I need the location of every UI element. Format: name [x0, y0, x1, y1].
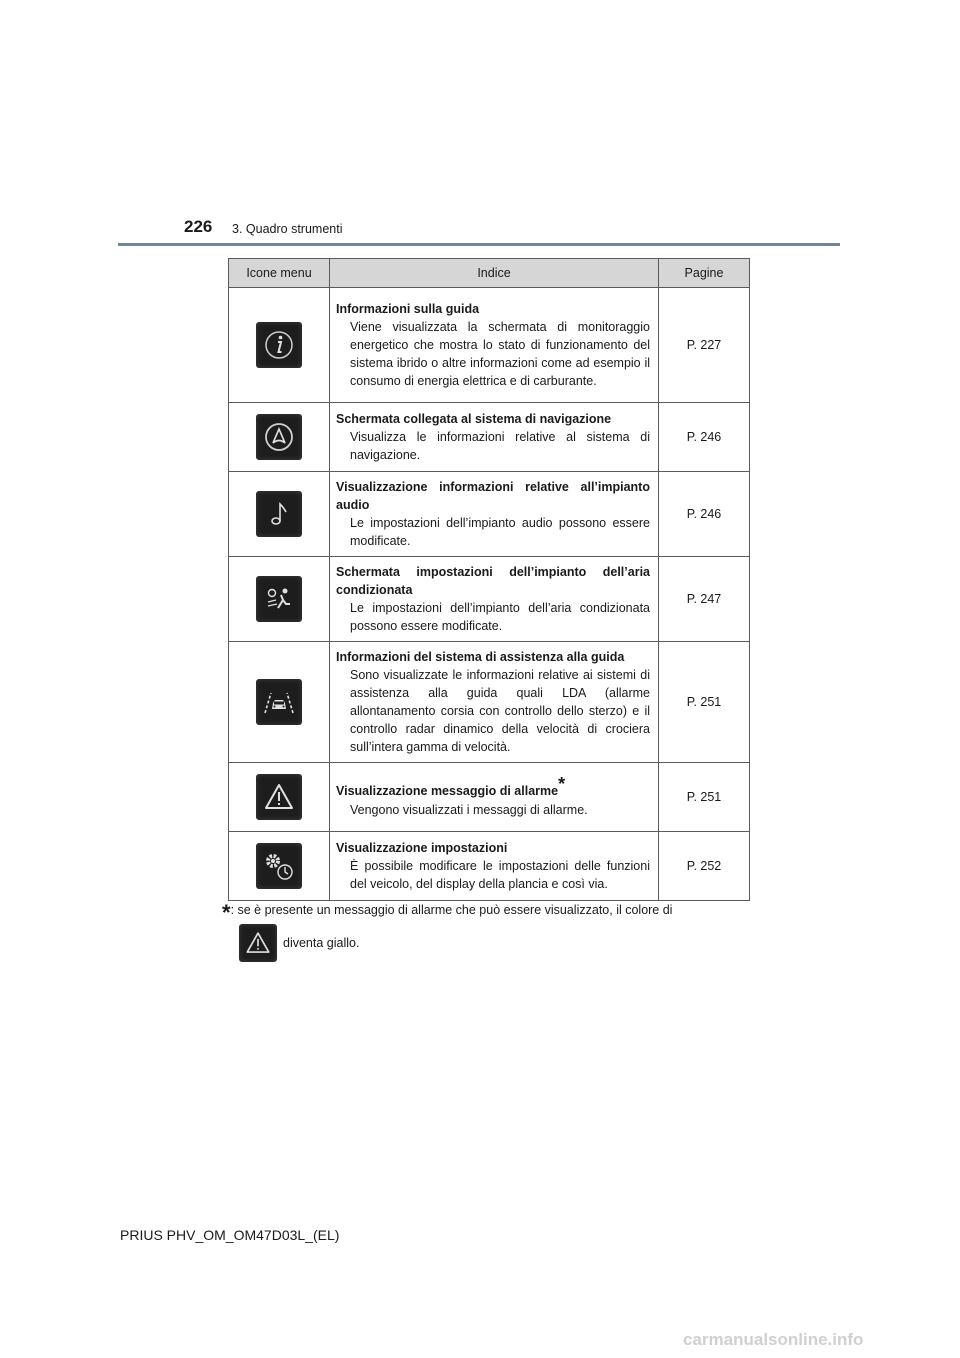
entry-title: Visualizzazione impostazioni	[336, 841, 508, 855]
entry-description: Vengono visualizzati i messaggi di allarme.	[350, 802, 588, 817]
table-row	[229, 832, 750, 901]
entry-description: Visualizza le informazioni relative al sistema di navigazione.	[350, 430, 650, 462]
footnote-text-line2: diventa giallo.	[283, 936, 360, 950]
driving-assist-icon	[256, 679, 302, 725]
page-number: 226	[184, 217, 213, 236]
menu-icons-table	[228, 258, 750, 901]
header-rule	[118, 243, 840, 246]
document-id: PRIUS PHV_OM_OM47D03L_(EL)	[120, 1227, 340, 1243]
page-reference: P. 227	[659, 288, 750, 403]
table-header-row	[229, 259, 750, 288]
entry-title: Informazioni del sistema di assistenza alla guida	[336, 650, 625, 664]
table-row	[229, 403, 750, 472]
entry-title: Visualizzazione informazioni relative all’impianto audio	[336, 480, 650, 512]
air-conditioning-icon	[256, 576, 302, 622]
table-row	[229, 763, 750, 832]
column-header-index: Indice	[330, 259, 659, 288]
info-icon	[256, 322, 302, 368]
navigation-icon	[256, 414, 302, 460]
entry-description: Le impostazioni dell’impianto audio possono essere modificate.	[350, 516, 650, 548]
footnote-continuation	[239, 924, 359, 962]
table-row	[229, 288, 750, 403]
footnote-marker: *	[222, 900, 231, 925]
page-reference: P. 251	[659, 763, 750, 832]
warning-triangle-icon	[256, 774, 302, 820]
entry-title: Schermata collegata al sistema di navigazione	[336, 412, 612, 426]
entry-title: Informazioni sulla guida	[336, 302, 480, 316]
page-reference: P. 252	[659, 832, 750, 901]
column-header-pages: Pagine	[659, 259, 750, 288]
entry-description: Le impostazioni dell’impianto dell’aria condizionata possono essere modificate.	[350, 601, 650, 633]
column-header-icons: Icone menu	[229, 259, 330, 288]
music-note-icon	[256, 491, 302, 537]
entry-title: Visualizzazione messaggio di allarme	[336, 784, 559, 799]
page-reference: P. 246	[659, 472, 750, 557]
section-title: 3. Quadro strumenti	[232, 222, 343, 236]
entry-description: Sono visualizzate le informazioni relative ai sistemi di assistenza alla guida quali LDA (allarme allontanamento corsia con controllo dello sterzo) e il controllo radar dinamico della velocità di crociera sull’intera gamma di velocità.	[350, 668, 650, 754]
footnote-text-line1: : se è presente un messaggio di allarme che può essere visualizzato, il colore di	[230, 903, 673, 917]
footnote	[222, 900, 752, 926]
page-reference: P. 251	[659, 642, 750, 763]
asterisk-marker: *	[558, 774, 566, 795]
entry-description: Viene visualizzata la schermata di monitoraggio energetico che mostra lo stato di funzionamento del sistema ibrido o altre informazioni come ad esempio il consumo di energia elettrica e di carburante.	[350, 320, 650, 388]
entry-description: È possibile modificare le impostazioni delle funzioni del veicolo, del display della plancia e così via.	[350, 859, 650, 891]
table-row	[229, 642, 750, 763]
entry-title: Schermata impostazioni dell’impianto dell’aria condizionata	[336, 565, 650, 597]
table-row	[229, 472, 750, 557]
warning-triangle-icon	[239, 924, 277, 962]
page-reference: P. 246	[659, 403, 750, 472]
settings-gear-icon	[256, 843, 302, 889]
watermark: carmanualsonline.info	[683, 1330, 864, 1349]
page-reference: P. 247	[659, 557, 750, 642]
table-row	[229, 557, 750, 642]
